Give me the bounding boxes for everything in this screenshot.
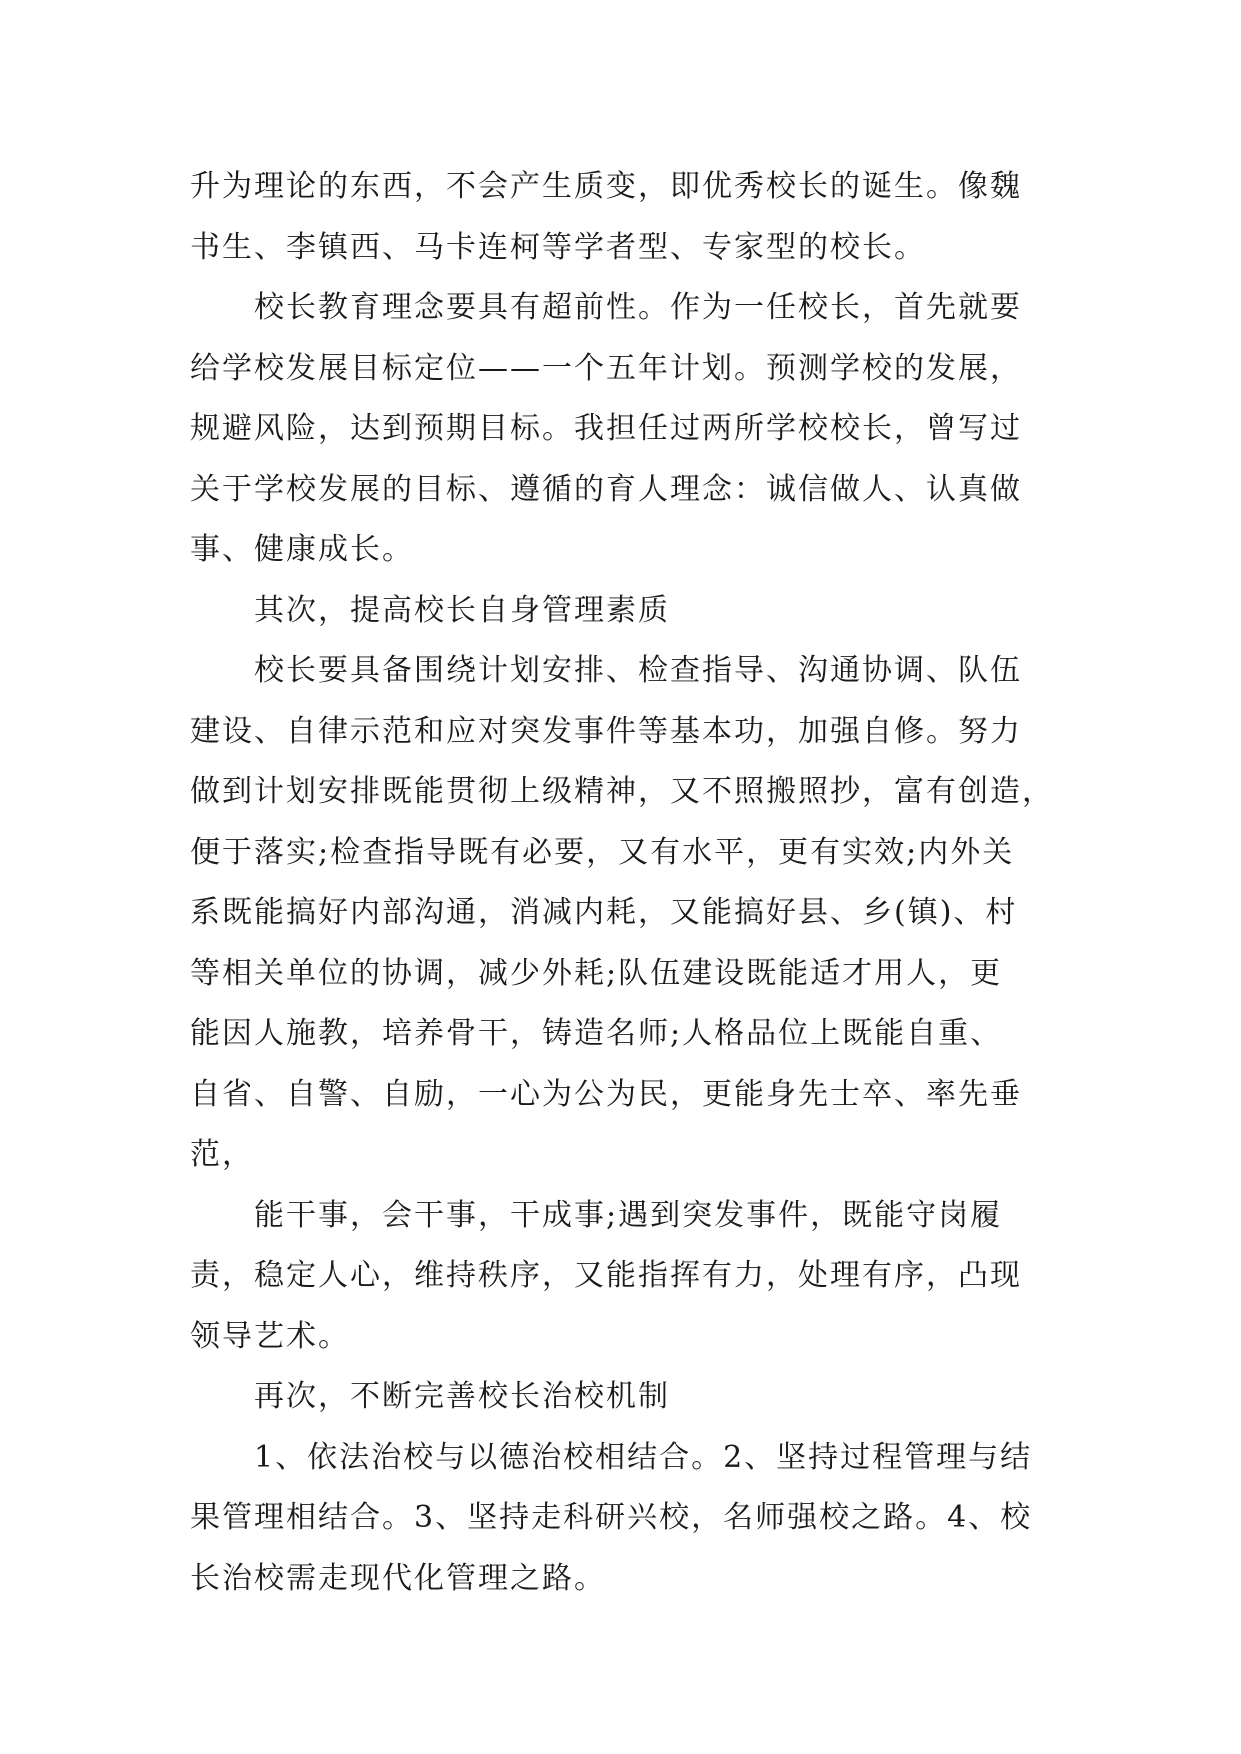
text-line: 系既能搞好内部沟通，消减内耗，又能搞好县、乡(镇)、村 [190,895,1018,930]
text-line: 责，稳定人心，维持秩序，又能指挥有力，处理有序，凸现 [190,1258,1022,1293]
text-line: 升为理论的东西，不会产生质变，即优秀校长的诞生。像魏 [190,169,1022,204]
section-heading: 其次，提高校长自身管理素质 [254,592,670,628]
text-line: 领导艺术。 [190,1318,350,1354]
text-line: 能干事，会干事，干成事;遇到突发事件，既能守岗履 [254,1197,1003,1233]
text-line: 书生、李镇西、马卡连柯等学者型、专家型的校长。 [190,229,926,265]
section-heading: 再次，不断完善校长治校机制 [254,1379,670,1414]
text-line: 建设、自律示范和应对突发事件等基本功，加强自修。努力 [190,713,1022,749]
text-line: 1、依法治校与以德治校相结合。2、坚持过程管理与结 [254,1439,1033,1475]
text-line: 校长要具备围绕计划安排、检查指导、沟通协调、队伍 [254,653,1022,688]
text-line: 做到计划安排既能贯彻上级精神，又不照搬照抄，富有创造， [190,774,1054,809]
text-line: 校长教育理念要具有超前性。作为一任校长，首先就要 [254,290,1022,325]
text-line: 关于学校发展的目标、遵循的育人理念：诚信做人、认真做 [190,471,1022,507]
text-line: 给学校发展目标定位——一个五年计划。预测学校的发展， [190,350,1022,386]
text-line: 事、健康成长。 [190,532,414,567]
text-line: 范， [190,1137,254,1172]
text-line: 等相关单位的协调，减少外耗;队伍建设既能适才用人，更 [190,955,1003,991]
document-body [190,157,1054,1609]
text-line: 果管理相结合。3、坚持走科研兴校，名师强校之路。4、校 [190,1500,1033,1535]
text-line: 长治校需走现代化管理之路。 [190,1560,606,1596]
text-line: 规避风险，达到预期目标。我担任过两所学校校长，曾写过 [190,411,1022,446]
text-line: 自省、自警、自励，一心为公为民，更能身先士卒、率先垂 [190,1076,1022,1112]
text-line: 便于落实;检查指导既有必要，又有水平，更有实效;内外关 [190,834,1015,870]
text-line: 能因人施教，培养骨干，铸造名师;人格品位上既能自重、 [190,1016,1003,1051]
